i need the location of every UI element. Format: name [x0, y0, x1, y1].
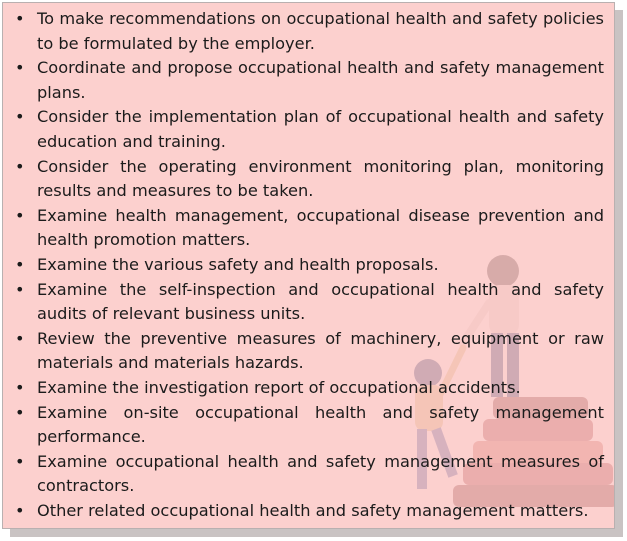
list-item — [15, 499, 604, 524]
responsibilities-list — [3, 3, 614, 523]
list-item-text: Examine the self-inspection and occupational health and safety audits of relevant business units. — [37, 279, 604, 324]
bullet-icon: • — [15, 402, 25, 422]
bullet-icon: • — [15, 9, 25, 28]
list-item-text: Examine the various safety and health proposals. — [37, 254, 439, 274]
list-item — [15, 401, 604, 450]
list-item-text: Review the preventive measures of machinery, equipment or raw materials and materials hazards. — [37, 328, 604, 373]
bullet-icon: • — [15, 58, 25, 78]
bullet-icon: • — [15, 328, 25, 348]
list-item-text: Coordinate and propose occupational health and safety management plans. — [37, 58, 604, 102]
list-item-text: To make recommendations on occupational health and safety policies to be formulated by the employer. — [37, 9, 604, 53]
list-item-text: Consider the implementation plan of occupational health and safety education and training. — [37, 107, 604, 151]
bullet-icon: • — [15, 279, 25, 299]
list-item — [15, 278, 604, 327]
bullet-icon: • — [15, 377, 25, 397]
list-item-text: Other related occupational health and safety management matters. — [37, 500, 589, 520]
list-item — [15, 450, 604, 499]
bullet-icon: • — [15, 451, 25, 471]
list-item — [15, 155, 604, 204]
responsibilities-card — [2, 2, 615, 529]
list-item-text: Examine occupational health and safety management measures of contractors. — [37, 451, 604, 496]
bullet-icon: • — [15, 156, 25, 176]
list-item — [15, 376, 604, 401]
list-item — [15, 7, 604, 56]
list-item — [15, 56, 604, 105]
list-item-text: Consider the operating environment monitoring plan, monitoring results and measures to be taken. — [37, 156, 604, 201]
list-item-text: Examine the investigation report of occupational accidents. — [37, 377, 521, 397]
list-item — [15, 253, 604, 278]
list-item-text: Examine health management, occupational disease prevention and health promotion matters. — [37, 205, 604, 250]
list-item-text: Examine on-site occupational health and safety management performance. — [37, 402, 604, 447]
list-item — [15, 327, 604, 376]
list-item — [15, 105, 604, 154]
bullet-icon: • — [15, 205, 25, 225]
bullet-icon: • — [15, 107, 25, 127]
bullet-icon: • — [15, 500, 25, 520]
bullet-icon: • — [15, 254, 25, 274]
list-item — [15, 204, 604, 253]
